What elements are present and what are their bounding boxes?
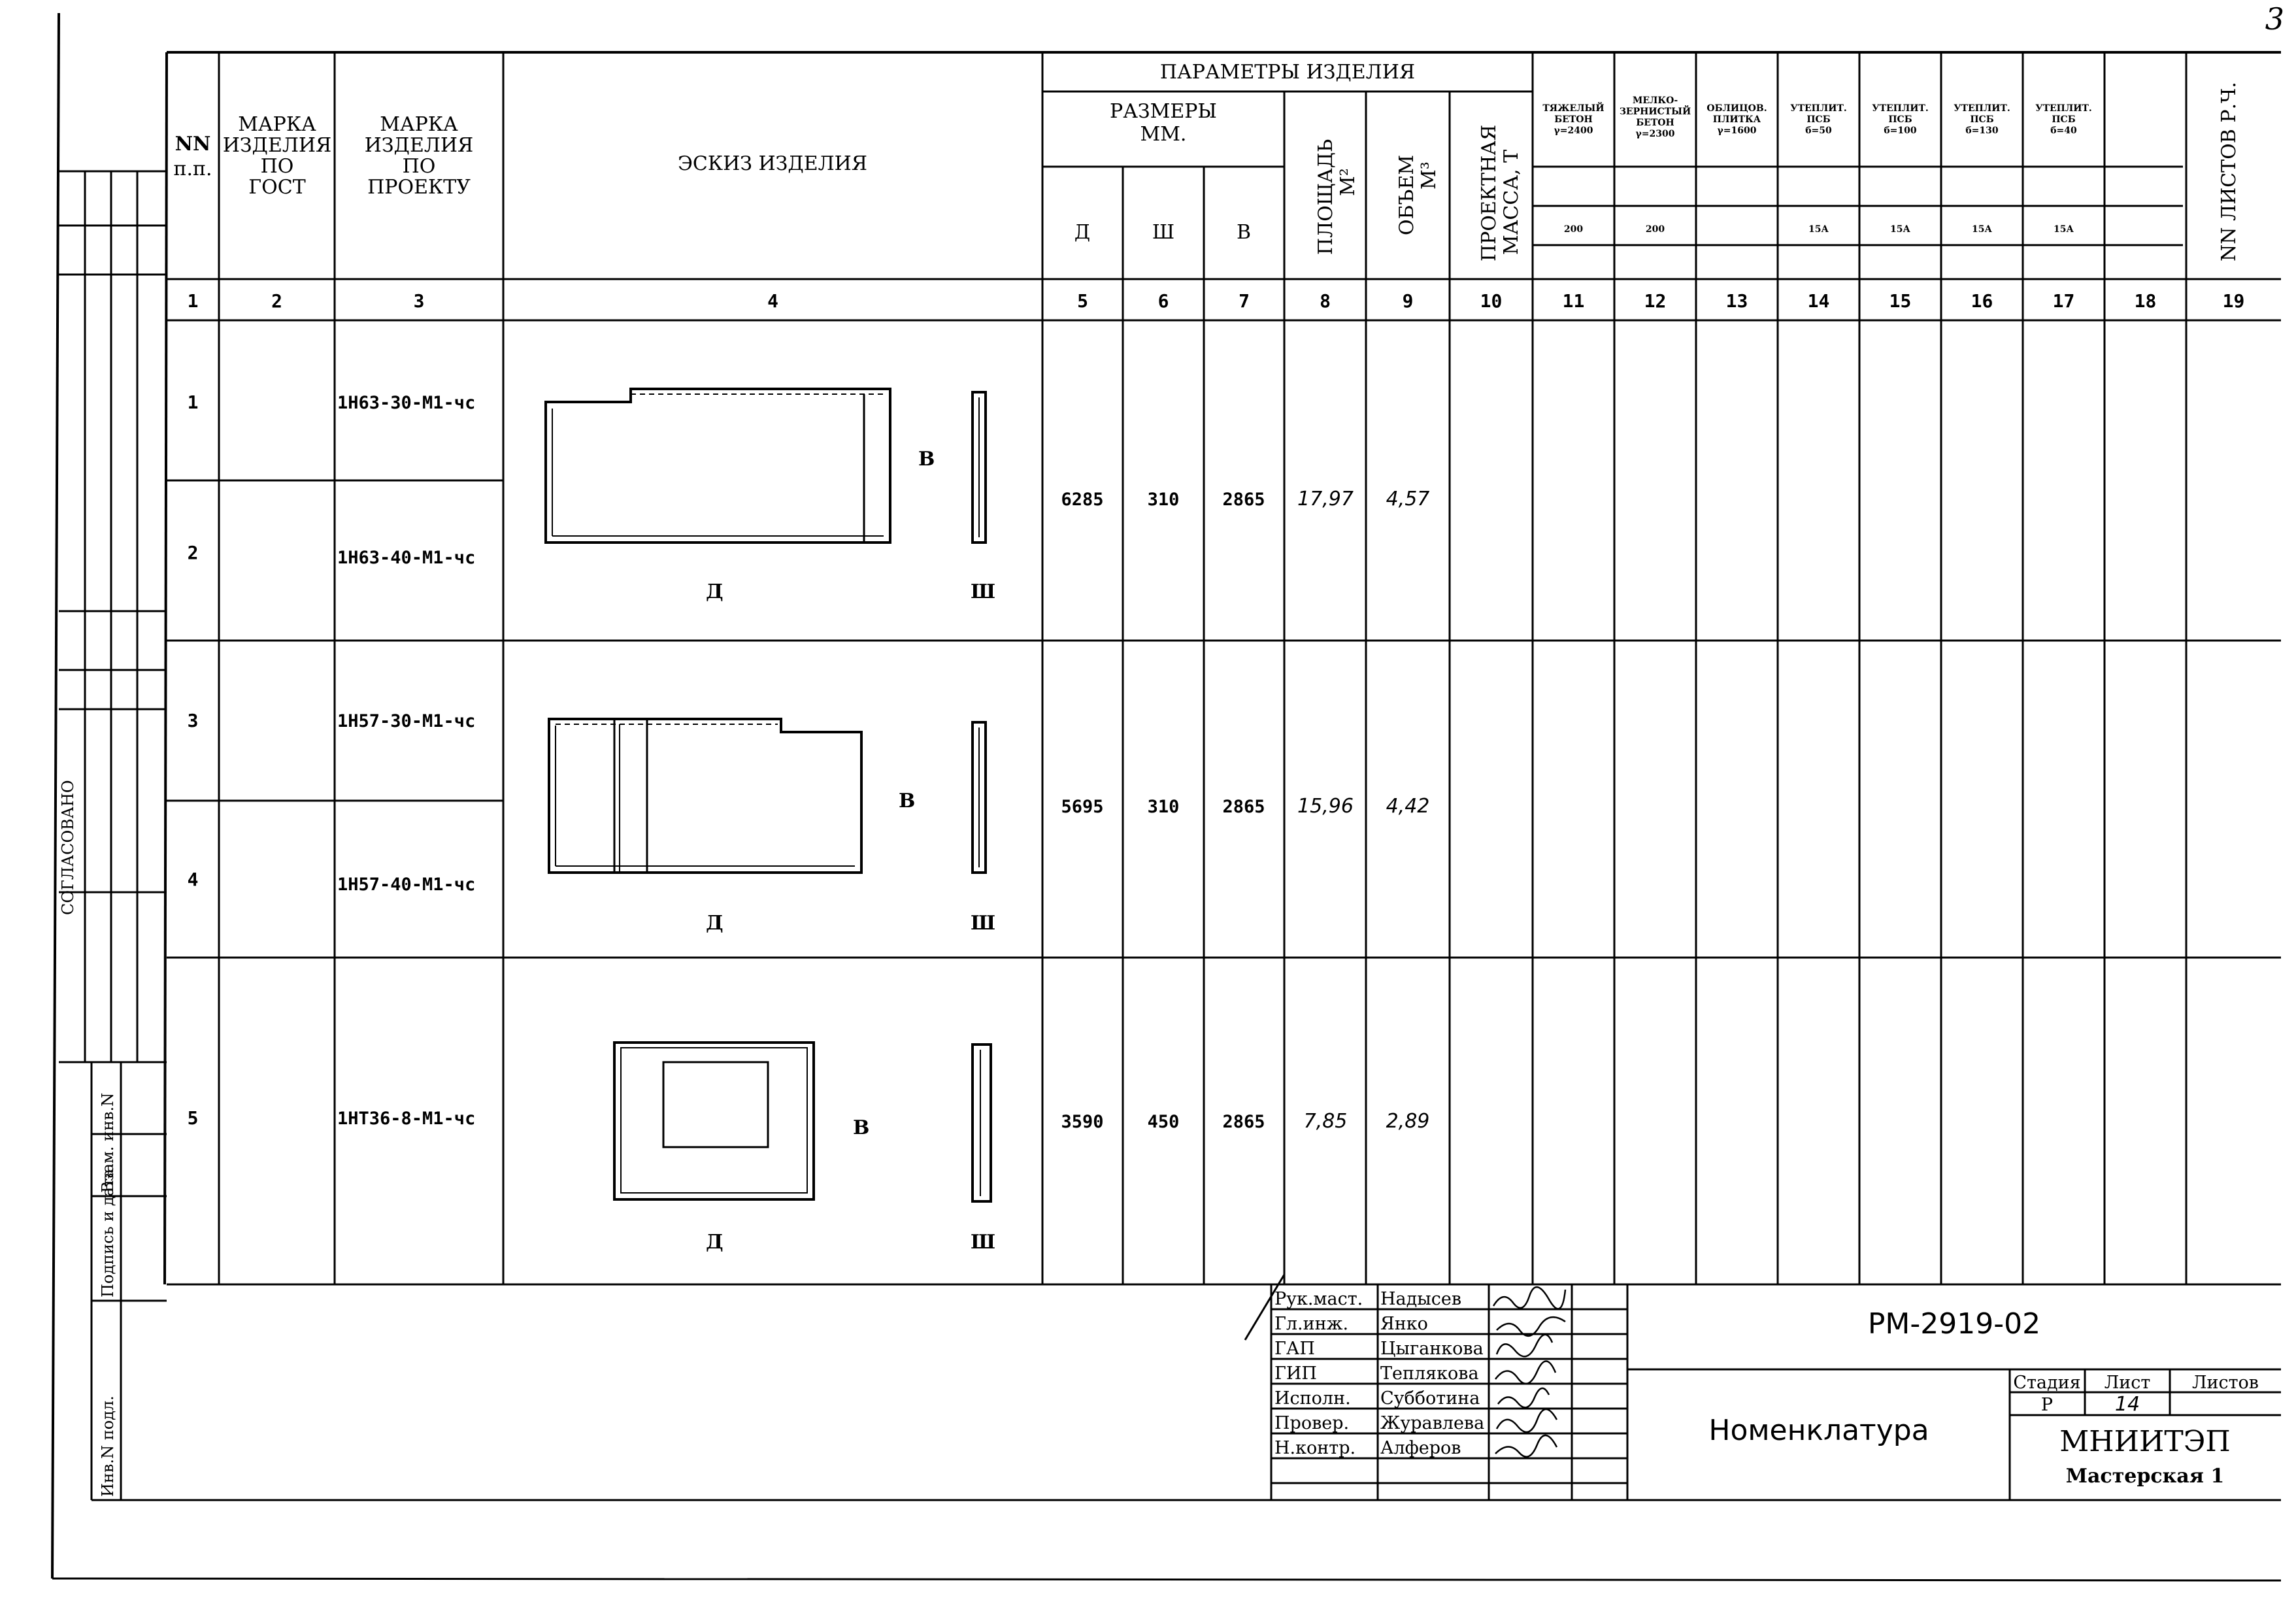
svg-text:Провер.: Провер.: [1274, 1413, 1350, 1433]
column-number: 1: [187, 290, 199, 312]
material-header-line: ОБЛИЦОВ.: [1706, 103, 1767, 114]
material-header-line: б=50: [1805, 125, 1832, 136]
svg-text:4,42: 4,42: [1386, 795, 1430, 818]
material-value: 200: [1645, 224, 1665, 235]
svg-text:Цыганкова: Цыганкова: [1380, 1339, 1484, 1359]
sketch-3-w-label: Ш: [971, 1231, 996, 1254]
svg-text:2865: 2865: [1222, 797, 1265, 817]
svg-text:2865: 2865: [1222, 490, 1265, 510]
col-mark-proj-header: [365, 113, 474, 199]
row-number: 3: [187, 710, 199, 731]
column-number: 9: [1402, 290, 1414, 312]
replace-inv-label: Взам. инв.N: [99, 1092, 117, 1193]
material-value: 15А: [1972, 224, 1992, 235]
sizes-unit: ММ.: [1140, 123, 1187, 146]
sketch-3-d-label: Д: [706, 1231, 724, 1254]
sheet-header: Лист: [2104, 1373, 2151, 1393]
material-header-line: ПСБ: [1888, 114, 1912, 125]
row-mark: 1Н63-30-М1-чс: [337, 393, 476, 413]
column-number: 11: [1562, 290, 1585, 312]
material-header-line: б=40: [2050, 125, 2077, 136]
svg-text:ПО: ПО: [260, 155, 294, 178]
svg-text:310: 310: [1147, 797, 1180, 817]
params-header: ПАРАМЕТРЫ ИЗДЕЛИЯ: [1159, 61, 1416, 84]
svg-text:МАРКА: МАРКА: [380, 113, 458, 136]
svg-text:ГИП: ГИП: [1274, 1363, 1317, 1384]
column-number: 17: [2052, 290, 2075, 312]
sketch-1-d-label: Д: [706, 580, 724, 603]
svg-text:ПО: ПО: [402, 155, 436, 178]
col-num-sub: п.п.: [173, 158, 212, 180]
svg-text:17,97: 17,97: [1297, 488, 1354, 510]
svg-text:Алферов: Алферов: [1380, 1438, 1461, 1458]
svg-text:ИЗДЕЛИЯ: ИЗДЕЛИЯ: [364, 134, 474, 157]
svg-text:Теплякова: Теплякова: [1380, 1363, 1479, 1384]
svg-text:15,96: 15,96: [1297, 795, 1354, 818]
sketch-2-w-label: Ш: [971, 912, 996, 935]
column-number: 12: [1644, 290, 1667, 312]
volume-unit: М³: [1418, 161, 1440, 190]
material-header-line: УТЕПЛИТ.: [2035, 103, 2092, 114]
column-number: 10: [1480, 290, 1503, 312]
col-sketch-header: ЭСКИЗ ИЗДЕЛИЯ: [677, 152, 868, 175]
column-number: 19: [2222, 290, 2245, 312]
column-number: 15: [1889, 290, 1912, 312]
svg-text:2865: 2865: [1222, 1112, 1265, 1132]
material-header-line: УТЕПЛИТ.: [1954, 103, 2010, 114]
svg-text:Гл.инж.: Гл.инж.: [1274, 1314, 1349, 1334]
svg-text:Н.контр.: Н.контр.: [1274, 1438, 1356, 1458]
material-header-line: γ=2400: [1554, 125, 1593, 136]
org-name: МНИИТЭП: [2059, 1425, 2231, 1458]
doc-code: РМ-2919-02: [1867, 1307, 2041, 1341]
svg-text:МАРКА: МАРКА: [238, 113, 316, 136]
svg-text:Журавлева: Журавлева: [1380, 1413, 1485, 1433]
material-header-line: ПСБ: [2052, 114, 2076, 125]
material-value: 15А: [1890, 224, 1910, 235]
area-unit: М²: [1337, 168, 1359, 196]
workshop-name: Мастерская 1: [2065, 1465, 2225, 1488]
sheet-value: 14: [2114, 1393, 2140, 1416]
sign-date-label: Подпись и дата: [99, 1169, 117, 1297]
material-header-line: БЕТОН: [1554, 114, 1593, 125]
sketch-2-h-label: В: [899, 790, 916, 812]
svg-text:5695: 5695: [1061, 797, 1104, 817]
column-number: 3: [413, 290, 425, 312]
d-header: Д: [1074, 221, 1091, 244]
mass-header: ПРОЕКТНАЯ: [1478, 124, 1501, 261]
svg-text:Рук.маст.: Рук.маст.: [1274, 1289, 1363, 1309]
material-header-line: γ=2300: [1635, 129, 1675, 139]
sheets-header: NN ЛИСТОВ Р.Ч.: [2218, 82, 2240, 261]
material-header-line: ЗЕРНИСТЫЙ: [1619, 107, 1691, 117]
svg-text:ГАП: ГАП: [1274, 1339, 1315, 1359]
svg-text:ГОСТ: ГОСТ: [248, 176, 306, 199]
sheets-count-header: Листов: [2191, 1373, 2259, 1393]
volume-header: ОБЪЕМ: [1395, 154, 1418, 235]
svg-text:Исполн.: Исполн.: [1274, 1388, 1351, 1409]
row-number: 4: [187, 869, 199, 890]
page-number: 3: [2265, 1, 2284, 37]
material-header-line: ПСБ: [1970, 114, 1994, 125]
h-header: В: [1236, 221, 1252, 244]
column-number: 14: [1807, 290, 1830, 312]
svg-text:Надысев: Надысев: [1380, 1289, 1462, 1309]
row-number: 1: [187, 392, 199, 413]
row-mark: 1Н57-30-М1-чс: [337, 711, 476, 731]
material-header-line: ПСБ: [1806, 114, 1831, 125]
material-header-line: γ=1600: [1717, 125, 1757, 136]
sketch-1-h-label: В: [918, 448, 935, 471]
material-header-line: б=100: [1884, 125, 1917, 136]
w-header: Ш: [1152, 221, 1175, 244]
sketch-2-d-label: Д: [706, 912, 724, 935]
column-number: 5: [1077, 290, 1088, 312]
svg-text:Янко: Янко: [1380, 1314, 1428, 1334]
svg-text:Субботина: Субботина: [1380, 1388, 1480, 1409]
sketch-3-h-label: В: [853, 1116, 870, 1139]
row-mark: 1НТ36-8-М1-чс: [337, 1109, 476, 1129]
row-mark: 1Н57-40-М1-чс: [337, 875, 476, 895]
svg-text:310: 310: [1147, 490, 1180, 510]
svg-text:6285: 6285: [1061, 490, 1104, 510]
material-value: 15А: [2054, 224, 2074, 235]
stage-value: Р: [2040, 1395, 2054, 1415]
column-number: 2: [271, 290, 282, 312]
svg-text:7,85: 7,85: [1303, 1110, 1348, 1133]
row-number: 2: [187, 542, 199, 563]
column-number: 16: [1971, 290, 1993, 312]
svg-text:ПРОЕКТУ: ПРОЕКТУ: [367, 176, 471, 199]
sketch-1-w-label: Ш: [971, 580, 996, 603]
svg-text:2,89: 2,89: [1386, 1110, 1430, 1133]
sizes-header: РАЗМЕРЫ: [1110, 100, 1217, 123]
material-header-line: УТЕПЛИТ.: [1872, 103, 1929, 114]
doc-title: Номенклатура: [1708, 1414, 1929, 1447]
col-num-header: NN: [175, 133, 211, 156]
svg-text:450: 450: [1147, 1112, 1180, 1132]
column-number: 7: [1239, 290, 1250, 312]
row-number: 5: [187, 1107, 199, 1129]
approved-label: СОГЛАСОВАНО: [59, 780, 77, 915]
material-header-line: ПЛИТКА: [1712, 114, 1761, 125]
svg-text:ИЗДЕЛИЯ: ИЗДЕЛИЯ: [222, 134, 332, 157]
material-header-line: МЕЛКО-: [1632, 95, 1678, 106]
material-value: 200: [1563, 224, 1584, 235]
inv-orig-label: Инв.N подл.: [99, 1395, 117, 1497]
area-header: ПЛОЩАДЬ: [1314, 139, 1337, 255]
svg-text:3590: 3590: [1061, 1112, 1104, 1132]
material-header-line: б=130: [1965, 125, 1999, 136]
material-header-line: ТЯЖЕЛЫЙ: [1542, 103, 1605, 114]
column-number: 8: [1320, 290, 1331, 312]
stage-header: Стадия: [2013, 1373, 2081, 1393]
column-number: 18: [2134, 290, 2157, 312]
material-header-line: БЕТОН: [1636, 118, 1674, 128]
material-header-line: УТЕПЛИТ.: [1790, 103, 1847, 114]
material-value: 15А: [1808, 224, 1829, 235]
column-number: 4: [767, 290, 778, 312]
mass-unit: МАССА, Т: [1500, 149, 1523, 255]
column-number: 13: [1725, 290, 1748, 312]
column-number: 6: [1157, 290, 1169, 312]
row-mark: 1Н63-40-М1-чс: [337, 548, 476, 568]
svg-text:4,57: 4,57: [1386, 488, 1430, 510]
